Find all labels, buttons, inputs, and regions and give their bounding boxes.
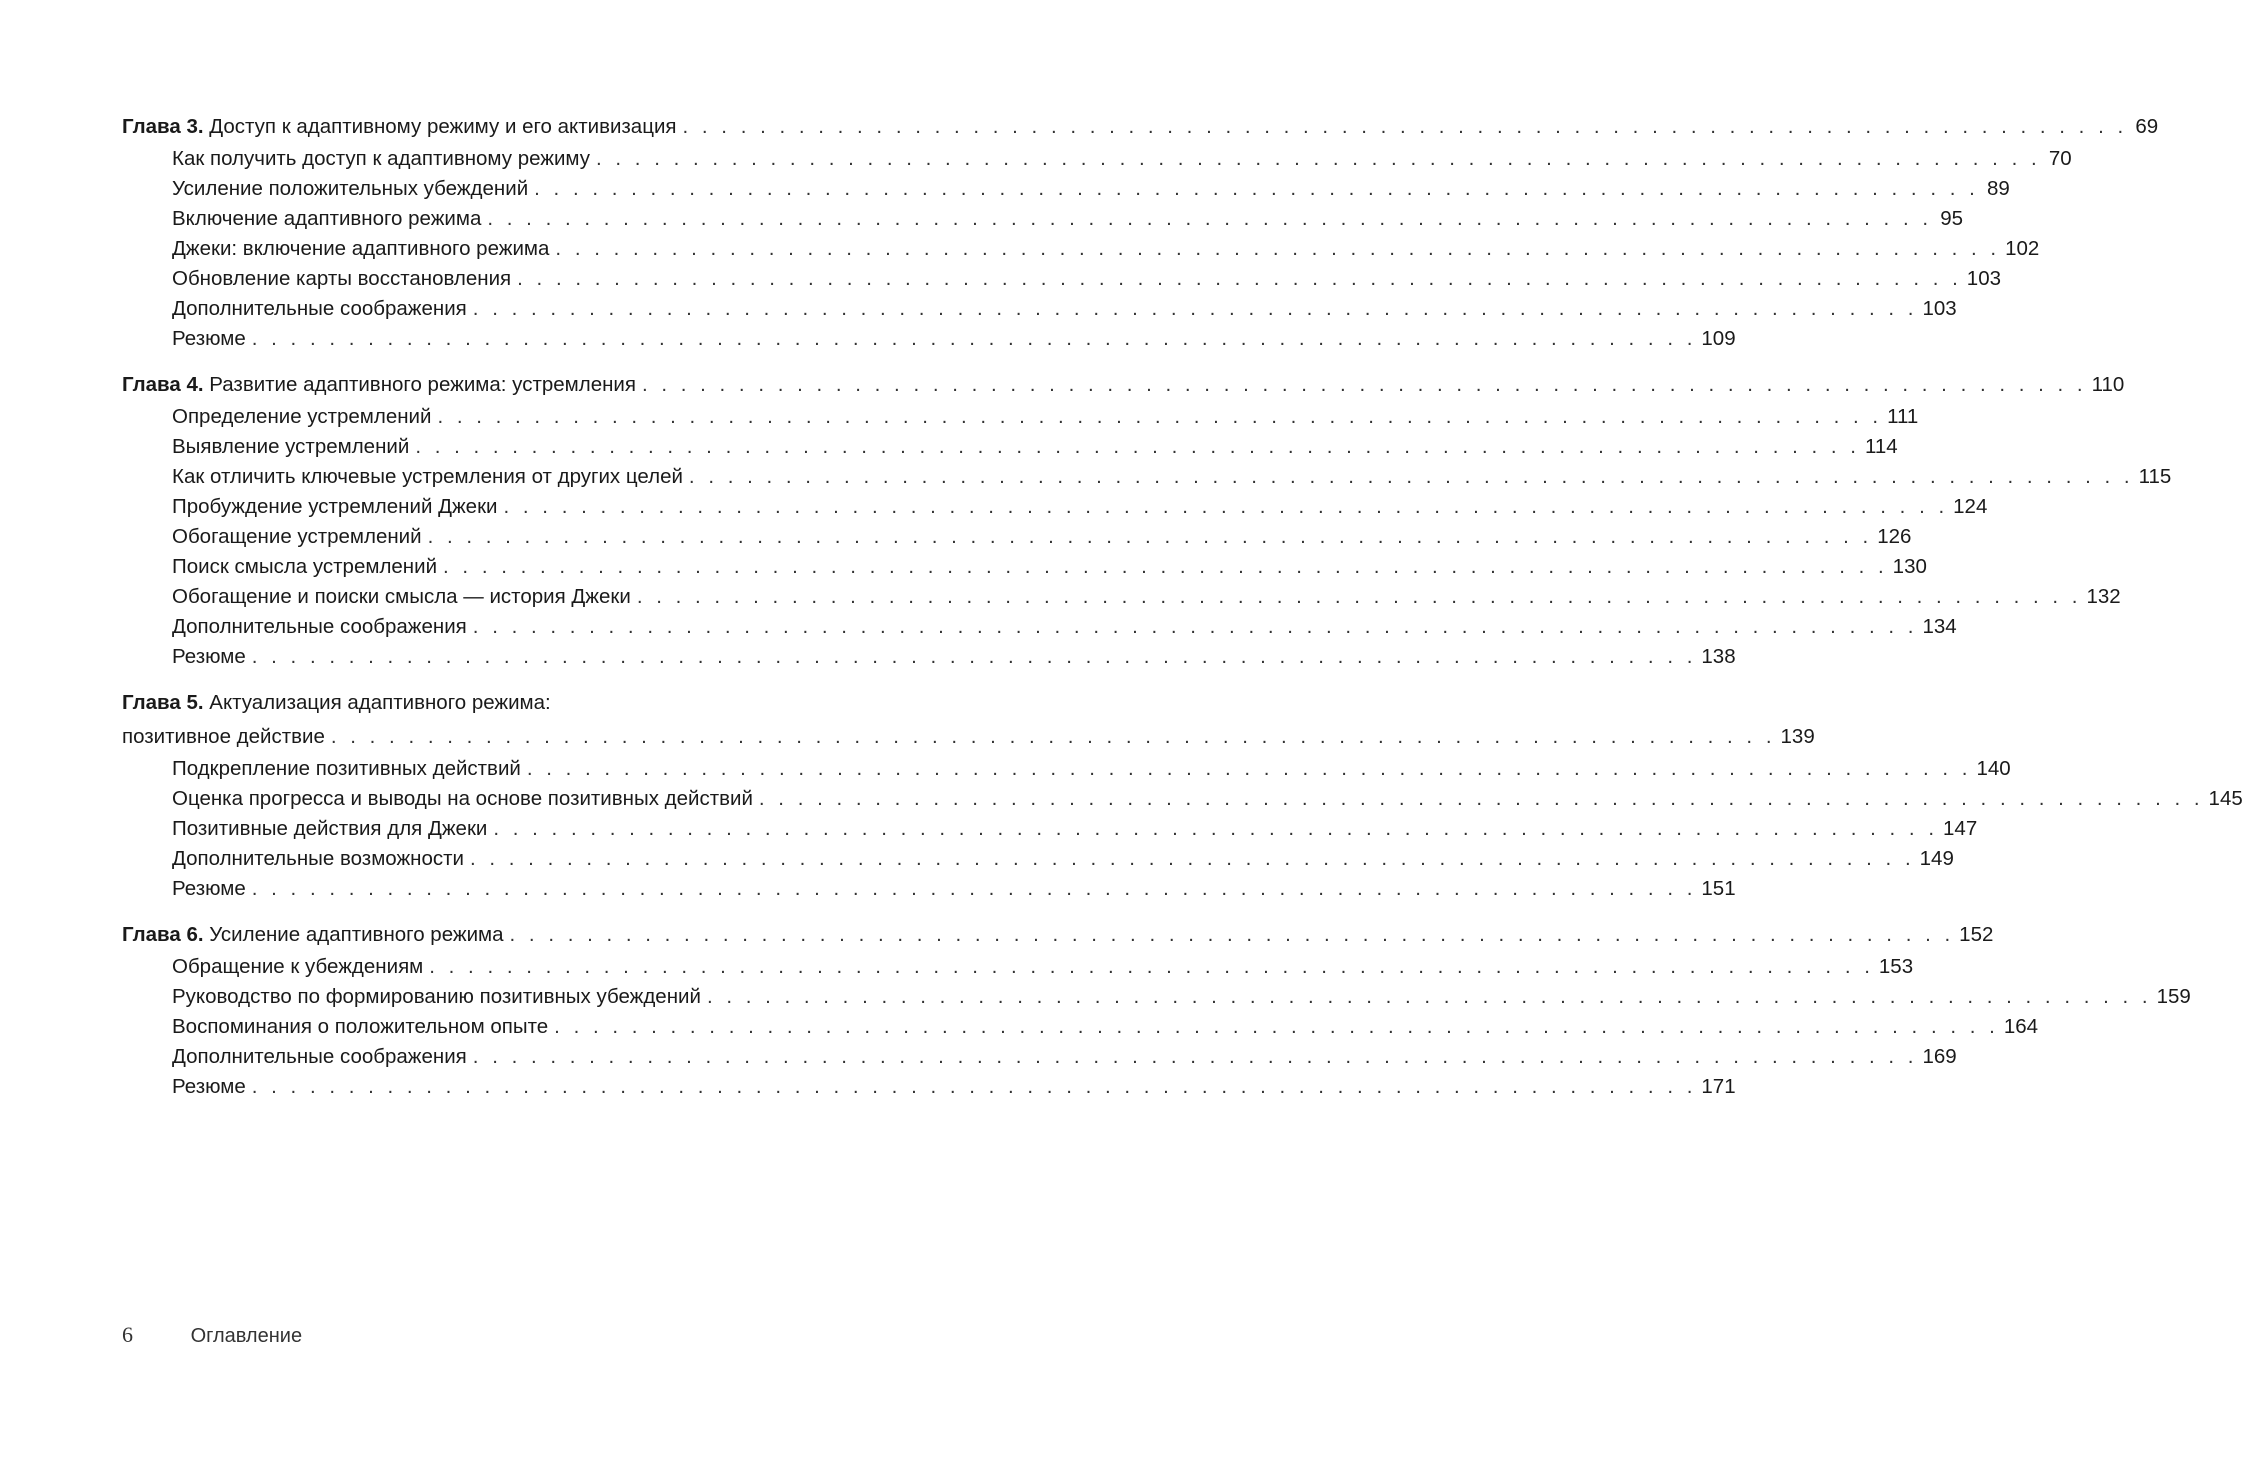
dot-leader: . . . . . . . . . . . . . . . . . . . . . . . . . . . . . . . . . . . . . . . . . . . . . . . . . . . . . . . . . . . . . . . . . . . . . . . . . . . [596,147,2041,170]
dot-leader: . . . . . . . . . . . . . . . . . . . . . . . . . . . . . . . . . . . . . . . . . . . . . . . . . . . . . . . . . . . . . . . . . . . . . . . . . . . [493,817,1939,840]
toc-entry[interactable] [122,492,1988,522]
toc-entry-page-number: 102 [2005,237,2040,260]
toc-entry-title: Дополнительные возможности [172,847,464,870]
chapter-heading[interactable] [122,110,2159,144]
toc-entry-title: Пробуждение устремлений Джеки [172,495,498,518]
dot-leader: . . . . . . . . . . . . . . . . . . . . . . . . . . . . . . . . . . . . . . . . . . . . . . . . . . . . . . . . . . . . . . . . . . . . . . . . . . . [636,585,2082,608]
toc-entry[interactable] [122,204,1964,234]
chapter-title: Развитие адаптивного режима: устремления [209,373,636,396]
dot-leader: . . . . . . . . . . . . . . . . . . . . . . . . . . . . . . . . . . . . . . . . . . . . . . . . . . . . . . . . . . . . . . . . . . . . . . . . . . . [251,327,1697,350]
toc-entry[interactable] [122,294,1957,324]
dot-leader: . . . . . . . . . . . . . . . . . . . . . . . . . . . . . . . . . . . . . . . . . . . . . . . . . . . . . . . . . . . . . . . . . . . . . . . . . . . [706,985,2152,1008]
toc-entry-page-number: 151 [1701,877,1736,900]
dot-leader: . . . . . . . . . . . . . . . . . . . . . . . . . . . . . . . . . . . . . . . . . . . . . . . . . . . . . . . . . . . . . . . . . . . . . . . . . . . [472,615,1918,638]
toc-entry-page-number: 103 [1922,297,1957,320]
toc-entry[interactable] [122,754,2011,784]
toc-entry[interactable] [122,784,2243,814]
toc-entry-page-number: 169 [1922,1045,1957,1068]
toc-entry-page-number: 89 [1986,177,2010,200]
toc-entry[interactable] [122,642,1736,672]
toc-entry-page-number: 153 [1878,955,1914,978]
toc-entry-page-number: 145 [2208,787,2243,810]
toc-entry[interactable] [122,612,1957,642]
dot-leader: . . . . . . . . . . . . . . . . . . . . . . . . . . . . . . . . . . . . . . . . . . . . . . . . . . . . . . . . . . . . . . . . . . . . . . . . . . . [517,267,1962,290]
toc-entry-page-number: 115 [2138,465,2172,488]
toc-entry[interactable] [122,1072,1736,1102]
toc-entry-page-number: 130 [1892,555,1927,578]
toc-entry-title: Дополнительные соображения [172,615,467,638]
toc-entry-title: Включение адаптивного режима [172,207,482,230]
chapter-page-number: 152 [1959,923,1994,946]
dot-leader: . . . . . . . . . . . . . . . . . . . . . . . . . . . . . . . . . . . . . . . . . . . . . . . . . . . . . . . . . . . . . . . . . . . . . . . . . . . [554,1015,1999,1038]
chapter-heading[interactable] [122,918,1994,952]
dot-leader: . . . . . . . . . . . . . . . . . . . . . . . . . . . . . . . . . . . . . . . . . . . . . . . . . . . . . . . . . . . . . . . . . . . . . . . . . . . [641,373,2087,396]
toc-entry[interactable] [122,1042,1957,1072]
toc-entry[interactable] [122,462,2172,492]
toc-entry-page-number: 103 [1966,267,2002,290]
chapter-title: Актуализация адаптивного режима: [209,691,551,714]
toc-entry-title: Позитивные действия для Джеки [172,817,488,840]
chapter-page-number: 110 [2091,373,2125,396]
toc-entry-page-number: 159 [2156,985,2191,1008]
toc-entry[interactable] [122,582,2121,612]
toc-entry-title: Обогащение устремлений [172,525,422,548]
chapter-prefix: Глава 4. [122,373,204,396]
toc-entry-page-number: 132 [2086,585,2121,608]
chapter-prefix: Глава 5. [122,691,204,714]
toc-entry-title: Резюме [172,1075,246,1098]
dot-leader: . . . . . . . . . . . . . . . . . . . . . . . . . . . . . . . . . . . . . . . . . . . . . . . . . . . . . . . . . . . . . . . . . . . . . . . . . . . [472,1045,1918,1068]
toc-entry[interactable] [122,432,1898,462]
dot-leader: . . . . . . . . . . . . . . . . . . . . . . . . . . . . . . . . . . . . . . . . . . . . . . . . . . . . . . . . . . . . . . . . . . . . . . . . . . . [251,877,1697,900]
toc-entry-title: Определение устремлений [172,405,432,428]
chapter-page-number: 139 [1780,725,1815,748]
chapter-block [122,686,2243,904]
chapter-heading[interactable] [122,368,2125,402]
toc-entry[interactable] [122,1012,2039,1042]
page-footer [122,1322,302,1348]
toc-entry[interactable] [122,844,1954,874]
toc-entry-title: Поиск смысла устремлений [172,555,438,578]
dot-leader: . . . . . . . . . . . . . . . . . . . . . . . . . . . . . . . . . . . . . . . . . . . . . . . . . . . . . . . . . . . . . . . . . . . . . . . . . . . [534,177,1979,200]
dot-leader: . . . . . . . . . . . . . . . . . . . . . . . . . . . . . . . . . . . . . . . . . . . . . . . . . . . . . . . . . . . . . . . . . . . . . . . . . . . [555,237,2001,260]
toc-entry-title: Резюме [172,645,246,668]
dot-leader: . . . . . . . . . . . . . . . . . . . . . . . . . . . . . . . . . . . . . . . . . . . . . . . . . . . . . . . . . . . . . . . . . . . . . . . . . . . [427,525,1873,548]
chapter-label [122,368,636,402]
chapter-label [122,110,677,144]
toc-entry-title: Усиление положительных убеждений [172,177,529,200]
toc-entry[interactable] [122,982,2191,1012]
toc-entry-page-number: 124 [1953,495,1988,518]
dot-leader: . . . . . . . . . . . . . . . . . . . . . . . . . . . . . . . . . . . . . . . . . . . . . . . . . . . . . . . . . . . . . . . . . . . . . . . . . . . [487,207,1933,230]
dot-leader: . . . . . . . . . . . . . . . . . . . . . . . . . . . . . . . . . . . . . . . . . . . . . . . . . . . . . . . . . . . . . . . . . . . . . . . . . . . [688,465,2134,488]
toc-entry-page-number: 109 [1701,327,1736,350]
toc-entry[interactable] [122,952,1914,982]
chapter-title-continuation: позитивное действие [122,725,325,748]
toc-entry[interactable] [122,174,2010,204]
toc-entry[interactable] [122,402,1919,432]
dot-leader: . . . . . . . . . . . . . . . . . . . . . . . . . . . . . . . . . . . . . . . . . . . . . . . . . . . . . . . . . . . . . . . . . . . . . . . . . . . [526,757,1972,780]
dot-leader: . . . . . . . . . . . . . . . . . . . . . . . . . . . . . . . . . . . . . . . . . . . . . . . . . . . . . . . . . . . . . . . . . . . . . . . . . . . [437,405,1883,428]
toc-entry-page-number: 171 [1701,1075,1736,1098]
dot-leader: . . . . . . . . . . . . . . . . . . . . . . . . . . . . . . . . . . . . . . . . . . . . . . . . . . . . . . . . . . . . . . . . . . . . . . . . . . . [251,645,1697,668]
chapter-label [122,918,504,952]
toc-entry-page-number: 164 [2003,1015,2039,1038]
running-header-section: Оглавление [190,1325,303,1347]
toc-entry[interactable] [122,324,1736,354]
toc-entry-title: Джеки: включение адаптивного режима [172,237,550,260]
toc-entry-title: Обращение к убеждениям [172,955,424,978]
dot-leader: . . . . . . . . . . . . . . . . . . . . . . . . . . . . . . . . . . . . . . . . . . . . . . . . . . . . . . . . . . . . . . . . . . . . . . . . . . . [251,1075,1697,1098]
chapter-title: Усиление адаптивного режима [209,923,504,946]
toc-entry-page-number: 147 [1943,817,1978,840]
toc-entry[interactable] [122,522,1912,552]
toc-entry-title: Воспоминания о положительном опыте [172,1015,549,1038]
dot-leader: . . . . . . . . . . . . . . . . . . . . . . . . . . . . . . . . . . . . . . . . . . . . . . . . . . . . . . . . . . . . . . . . . . . . . . . . . . . [330,725,1776,748]
dot-leader: . . . . . . . . . . . . . . . . . . . . . . . . . . . . . . . . . . . . . . . . . . . . . . . . . . . . . . . . . . . . . . . . . . . . . . . . . . . [509,923,1955,946]
chapter-block [122,368,2172,672]
toc-entry-title: Выявление устремлений [172,435,410,458]
toc-entry-title: Как отличить ключевые устремления от других целей [172,465,683,488]
toc-entry[interactable] [122,874,1736,904]
dot-leader: . . . . . . . . . . . . . . . . . . . . . . . . . . . . . . . . . . . . . . . . . . . . . . . . . . . . . . . . . . . . . . . . . . . . . . . . . . . [470,847,1915,870]
chapter-title: Доступ к адаптивному режиму и его активизация [209,115,677,138]
toc-entry-title: Резюме [172,327,246,350]
toc-entry[interactable] [122,234,2040,264]
toc-entry-page-number: 149 [1919,847,1954,870]
toc-entry-title: Как получить доступ к адаптивному режиму [172,147,591,170]
toc-entry-title: Обновление карты восстановления [172,267,512,290]
toc-entry-title: Оценка прогресса и выводы на основе позитивных действий [172,787,753,810]
chapter-page-number: 69 [2135,115,2159,138]
toc-entry-page-number: 138 [1701,645,1736,668]
dot-leader: . . . . . . . . . . . . . . . . . . . . . . . . . . . . . . . . . . . . . . . . . . . . . . . . . . . . . . . . . . . . . . . . . . . . . . . . . . . [503,495,1949,518]
toc-entry-title: Подкрепление позитивных действий [172,757,521,780]
toc-entry-title: Дополнительные соображения [172,1045,467,1068]
dot-leader: . . . . . . . . . . . . . . . . . . . . . . . . . . . . . . . . . . . . . . . . . . . . . . . . . . . . . . . . . . . . . . . . . . . . . . . . . . . [429,955,1874,978]
chapter-heading[interactable] [122,686,879,720]
dot-leader: . . . . . . . . . . . . . . . . . . . . . . . . . . . . . . . . . . . . . . . . . . . . . . . . . . . . . . . . . . . . . . . . . . . . . . . . . . . [443,555,1888,578]
dot-leader: . . . . . . . . . . . . . . . . . . . . . . . . . . . . . . . . . . . . . . . . . . . . . . . . . . . . . . . . . . . . . . . . . . . . . . . . . . . [758,787,2204,810]
toc-entry-title: Дополнительные соображения [172,297,467,320]
toc-entry-page-number: 95 [1940,207,1964,230]
toc-entry[interactable] [122,552,1927,582]
toc-entry-page-number: 111 [1887,405,1919,428]
chapter-block [122,110,2159,354]
toc-entry-title: Обогащение и поиски смысла — история Джеки [172,585,631,608]
page-number: 6 [122,1322,133,1347]
toc-entry[interactable] [122,144,2072,174]
chapter-block [122,918,2191,1102]
toc-entry-page-number: 140 [1976,757,2011,780]
toc-entry-page-number: 114 [1864,435,1898,458]
chapter-heading-continuation[interactable] [122,720,1815,754]
table-of-contents [122,110,2243,1116]
dot-leader: . . . . . . . . . . . . . . . . . . . . . . . . . . . . . . . . . . . . . . . . . . . . . . . . . . . . . . . . . . . . . . . . . . . . . . . . . . . [415,435,1860,458]
toc-entry-page-number: 70 [2048,147,2072,170]
dot-leader: . . . . . . . . . . . . . . . . . . . . . . . . . . . . . . . . . . . . . . . . . . . . . . . . . . . . . . . . . . . . . . . . . . . . . . . . . . . [472,297,1918,320]
chapter-prefix: Глава 3. [122,115,204,138]
toc-entry[interactable] [122,814,1978,844]
toc-entry-title: Резюме [172,877,246,900]
dot-leader: . . . . . . . . . . . . . . . . . . . . . . . . . . . . . . . . . . . . . . . . . . . . . . . . . . . . . . . . . . . . . . . . . . . . . . . . . . . [682,115,2128,138]
toc-entry-page-number: 134 [1922,615,1957,638]
toc-entry-page-number: 126 [1877,525,1912,548]
toc-entry-title: Руководство по формированию позитивных убеждений [172,985,701,1008]
toc-entry[interactable] [122,264,2002,294]
chapter-prefix: Глава 6. [122,923,204,946]
